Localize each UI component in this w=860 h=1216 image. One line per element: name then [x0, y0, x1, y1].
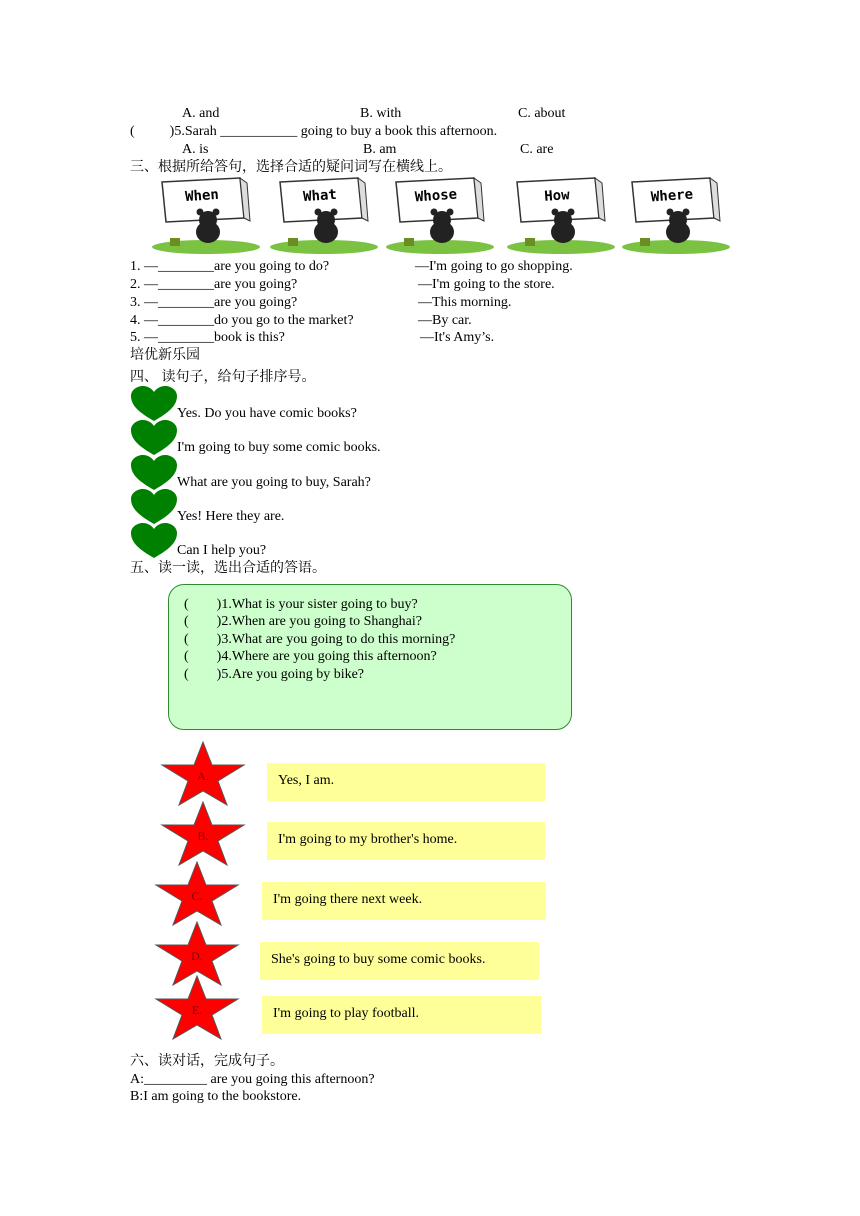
s4-sentence-3: What are you going to buy, Sarah? — [177, 475, 371, 490]
answer-label: E. — [191, 1003, 203, 1017]
s5-question-1: ( )1.What is your sister going to buy? — [184, 597, 418, 612]
q5-option-c: C. are — [520, 142, 554, 157]
answer-box-d — [260, 942, 539, 980]
star-label-c — [154, 861, 240, 927]
question-word: When — [184, 186, 220, 206]
question-word: How — [543, 187, 571, 205]
s3-question-3: 3. —________are you going? — [130, 295, 298, 310]
answer-text: I'm going to play football. — [273, 1006, 420, 1021]
answer-label: D. — [191, 949, 203, 963]
s4-sentence-4: Yes! Here they are. — [177, 509, 285, 524]
q4-option-b: B. with — [360, 106, 402, 121]
sign-card — [268, 174, 380, 258]
s3-question-5: 5. —________book is this? — [130, 330, 285, 345]
s3-answer-2: —I'm going to the store. — [418, 277, 555, 292]
answer-box-a — [267, 763, 545, 801]
answer-text: She's going to buy some comic books. — [271, 952, 486, 967]
bear-sign-illustration — [384, 174, 496, 258]
answer-box-c — [262, 882, 546, 920]
bear-sign-illustration — [505, 174, 617, 258]
answer-text: Yes, I am. — [278, 773, 335, 788]
section5-title: 五、读一读，选出合适的答语。 — [130, 561, 326, 576]
s3-answer-1: —I'm going to go shopping. — [415, 259, 573, 274]
q4-option-c: C. about — [518, 106, 566, 121]
s5-question-4: ( )4.Where are you going this afternoon? — [184, 649, 437, 664]
section3-title: 三、根据所给答句，选择合适的疑问词写在横线上。 — [130, 160, 452, 175]
heart-icon — [130, 523, 178, 559]
bear-sign-illustration — [268, 174, 380, 258]
sign-card — [384, 174, 496, 258]
sign-card — [620, 174, 732, 258]
heart-icon — [130, 455, 178, 491]
section4-title: 四、 读句子，给句子排序号。 — [130, 370, 316, 385]
bear-sign-illustration — [620, 174, 732, 258]
q5-option-a: A. is — [182, 142, 209, 157]
s4-sentence-2: I'm going to buy some comic books. — [177, 440, 381, 455]
star-label-e — [154, 975, 240, 1041]
star-label-a — [160, 741, 246, 807]
sign-card — [505, 174, 617, 258]
q4-option-a: A. and — [182, 106, 220, 121]
heart-icon — [130, 386, 178, 422]
answer-label: C. — [191, 889, 203, 903]
question-word: Whose — [414, 186, 458, 206]
s3-question-2: 2. —________are you going? — [130, 277, 298, 292]
answer-box-e — [262, 996, 541, 1034]
s6-line-1: A:_________ are you going this afternoon? — [130, 1072, 375, 1087]
star-label-b — [160, 801, 246, 867]
s3-answer-4: —By car. — [418, 313, 472, 328]
s5-question-5: ( )5.Are you going by bike? — [184, 667, 365, 682]
s6-line-2: B:I am going to the bookstore. — [130, 1089, 302, 1104]
s5-question-3: ( )3.What are you going to do this morning? — [184, 632, 456, 647]
s3-question-4: 4. —________do you go to the market? — [130, 313, 354, 328]
answer-text: I'm going to my brother's home. — [278, 832, 458, 847]
answer-text: I'm going there next week. — [273, 892, 423, 907]
s4-sentence-1: Yes. Do you have comic books? — [177, 406, 357, 421]
sign-card — [150, 174, 262, 258]
heart-icon — [130, 420, 178, 456]
q5-option-b: B. am — [363, 142, 397, 157]
question-word: What — [302, 186, 338, 206]
heart-icon — [130, 489, 178, 525]
s4-sentence-5: Can I help you? — [177, 543, 267, 558]
answer-box-b — [267, 822, 545, 860]
s3-question-1: 1. —________are you going to do? — [130, 259, 330, 274]
s3-answer-3: —This morning. — [418, 295, 512, 310]
q5-question: ( )5.Sarah ___________ going to buy a book this afternoon. — [130, 124, 498, 139]
answer-label: A. — [197, 769, 209, 783]
s3-note: 培优新乐园 — [130, 348, 200, 363]
s5-question-2: ( )2.When are you going to Shanghai? — [184, 614, 422, 629]
section6-title: 六、读对话，完成句子。 — [130, 1054, 284, 1069]
answer-label: B. — [197, 829, 209, 843]
question-word: Where — [650, 186, 694, 206]
bear-sign-illustration — [150, 174, 262, 258]
s3-answer-5: —It's Amy’s. — [420, 330, 495, 345]
